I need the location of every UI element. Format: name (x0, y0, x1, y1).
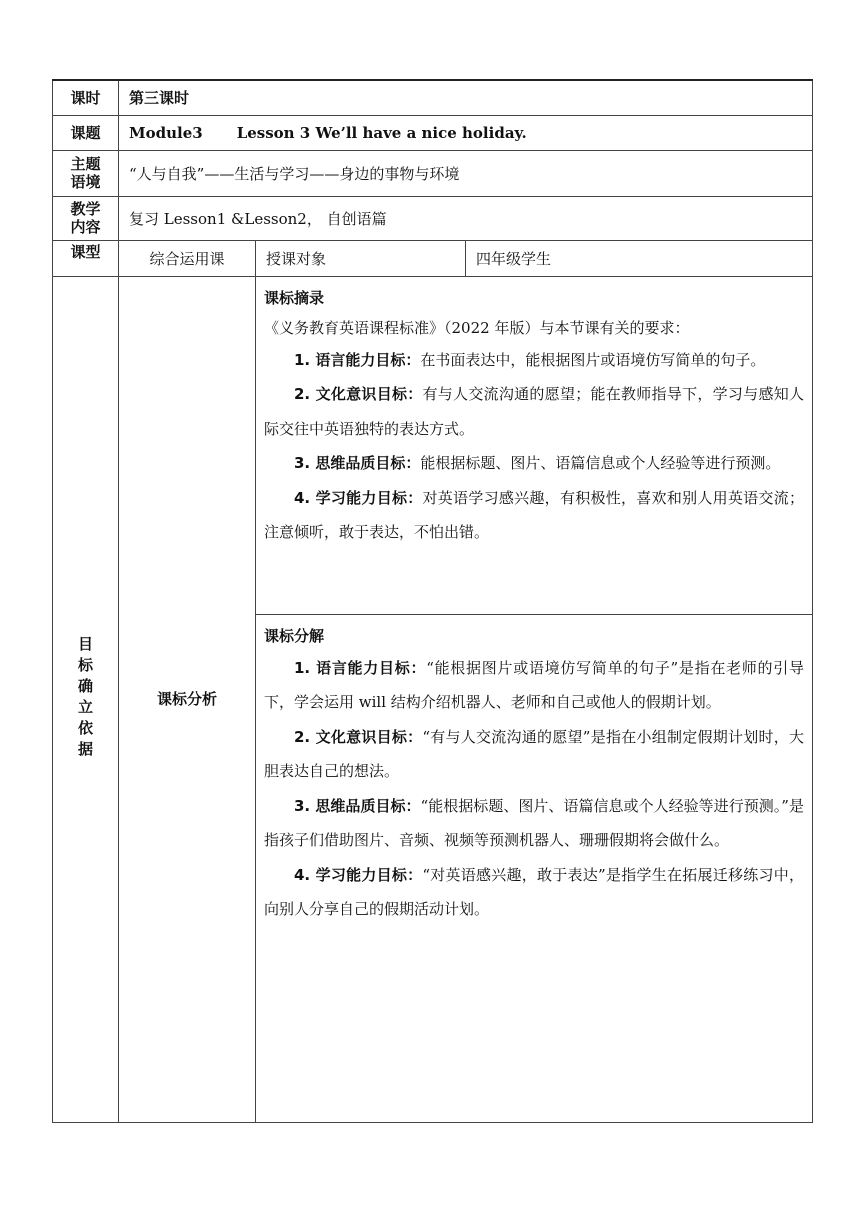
breakdown-item-text: “对英语感兴趣，敢于表达”是指学生在拓展迁移练习中，向别人分享自己的假期活动计划。 (264, 865, 804, 918)
excerpt-item-tag: 1. 语言能力目标： (294, 350, 421, 369)
topic-lesson: Lesson 3 We’ll have a nice holiday. (236, 123, 527, 142)
breakdown-item-tag: 2. 文化意识目标： (294, 727, 423, 746)
content-label-line1: 教学 (70, 200, 101, 218)
breakdown-item (264, 858, 804, 927)
theme-value: “人与自我”——生活与学习——身边的事物与环境 (119, 150, 813, 196)
audience-label: 授课对象 (256, 240, 466, 276)
breakdown-heading: 课标分解 (264, 626, 325, 645)
topic-label: 课题 (53, 115, 119, 150)
excerpt-item-tag: 3. 思维品质目标： (294, 454, 421, 472)
breakdown-block (256, 615, 812, 933)
goal-basis-label: 目标确立依据 (76, 636, 94, 762)
type-label: 课型 (53, 240, 119, 276)
type-value: 综合运用课 (119, 240, 256, 276)
excerpt-item-text: 能根据标题、图片、语篇信息或个人经验等进行预测。 (420, 454, 781, 472)
excerpt-cell (256, 276, 813, 614)
breakdown-item-tag: 3. 思维品质目标： (294, 796, 421, 815)
excerpt-item-tag: 4. 学习能力目标： (294, 488, 423, 507)
excerpt-item-text: 有与人交流沟通的愿望；能在教师指导下，学习与感知人际交往中英语独特的表达方式。 (264, 385, 804, 438)
breakdown-item (264, 789, 804, 858)
breakdown-item-tag: 4. 学习能力目标： (294, 865, 423, 884)
period-value: 第三课时 (119, 80, 813, 115)
breakdown-cell (256, 614, 813, 1122)
row-type (53, 240, 813, 276)
topic-module: Module3 (129, 123, 203, 142)
excerpt-item (264, 377, 804, 446)
excerpt-item (264, 343, 804, 378)
excerpt-item-text: 在书面表达中，能根据图片或语境仿写简单的句子。 (420, 350, 766, 369)
breakdown-item-text: “能根据图片或语境仿写简单的句子”是指在老师的引导下，学会运用 will 结构介绍机器人、老师和自己或他人的假期计划。 (264, 658, 804, 711)
excerpt-intro: 《义务教育英语课程标准》（2022 年版）与本节课有关的要求： (264, 318, 690, 337)
excerpt-heading: 课标摘录 (264, 288, 325, 307)
theme-label-line2: 语境 (70, 173, 101, 191)
breakdown-item-text: “有与人交流沟通的愿望”是指在小组制定假期计划时，大胆表达自己的想法。 (264, 727, 804, 780)
lesson-plan-table (52, 79, 813, 1123)
row-goal-excerpt (53, 276, 813, 614)
breakdown-item (264, 720, 804, 789)
breakdown-item-tag: 1. 语言能力目标： (294, 658, 427, 677)
content-label-line2: 内容 (70, 218, 101, 236)
theme-label (53, 150, 119, 196)
row-theme (53, 150, 813, 196)
excerpt-item-text: 对英语学习感兴趣，有积极性，喜欢和别人用英语交流；注意倾听，敢于表达，不怕出错。 (264, 488, 804, 541)
row-topic (53, 115, 813, 150)
breakdown-item-text: “能根据标题、图片、语篇信息或个人经验等进行预测。”是指孩子们借助图片、音频、视频等预测机器人、珊珊假期将会做什么。 (264, 796, 804, 849)
row-period (53, 80, 813, 115)
theme-label-line1: 主题 (70, 155, 101, 173)
breakdown-item (264, 651, 804, 720)
excerpt-item (264, 446, 804, 481)
excerpt-block (256, 277, 812, 556)
standards-analysis-label: 课标分析 (119, 276, 256, 1122)
excerpt-item (264, 481, 804, 550)
content-value: 复习 Lesson1 &Lesson2， 自创语篇 (119, 196, 813, 240)
row-content (53, 196, 813, 240)
excerpt-item-tag: 2. 文化意识目标： (294, 385, 423, 403)
content-label (53, 196, 119, 240)
topic-value (119, 115, 813, 150)
goal-basis-label-cell (53, 276, 119, 1122)
audience-value: 四年级学生 (466, 240, 813, 276)
period-label: 课时 (53, 80, 119, 115)
